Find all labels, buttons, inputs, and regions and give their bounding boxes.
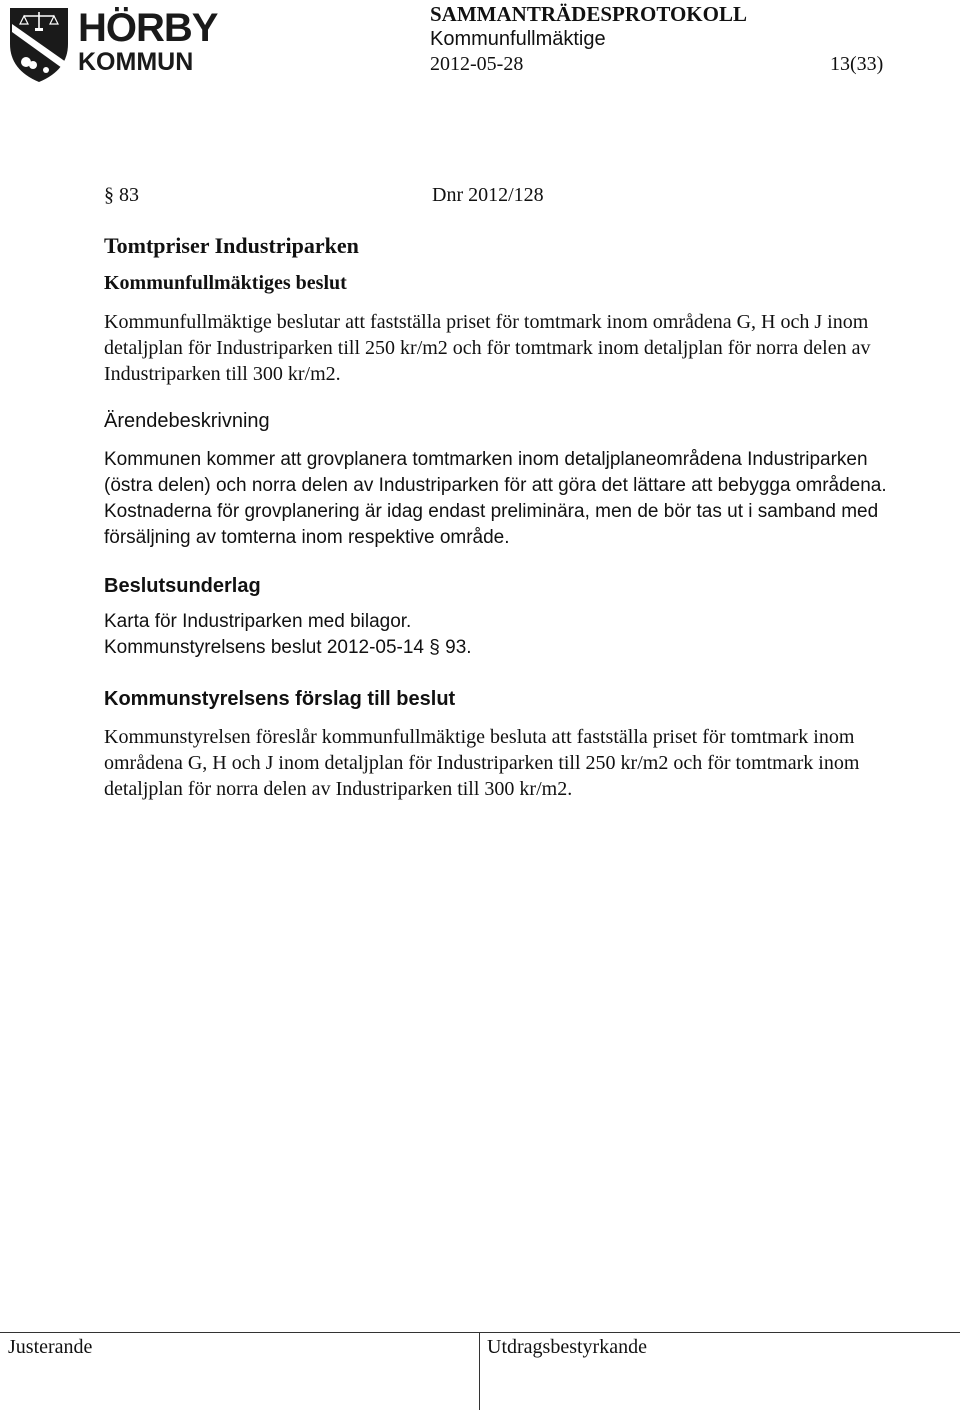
proposal-heading: Kommunstyrelsens förslag till beslut: [104, 688, 456, 710]
basis-heading: Beslutsunderlag: [104, 575, 261, 597]
basis-line-1: Karta för Industriparken med bilagor.: [104, 611, 412, 632]
logo-wordmark-top: HÖRBY: [78, 6, 218, 50]
municipality-logo: [8, 4, 218, 84]
assembly-name: Kommunfullmäktige: [430, 28, 606, 50]
description-heading: Ärendebeskrivning: [104, 410, 270, 432]
basis-line-2: Kommunstyrelsens beslut 2012-05-14 § 93.: [104, 637, 472, 658]
decision-heading: Kommunfullmäktiges beslut: [104, 272, 347, 294]
item-title: Tomtpriser Industriparken: [104, 233, 359, 258]
footer-column-divider: [479, 1332, 480, 1410]
meeting-date: 2012-05-28: [430, 53, 524, 75]
diary-number: Dnr 2012/128: [432, 184, 544, 206]
decision-text: Kommunfullmäktige beslutar att fastställa priset för tomtmark inom områdena G, H och J inom detaljplan för Industriparken till 250 kr/m2 och för tomtmark inom detaljplan för norra delen av Industriparken till 300 kr/m2.: [104, 311, 871, 385]
item-number: § 83: [104, 184, 139, 206]
footer-utdragsbestyrkande-label: Utdragsbestyrkande: [487, 1336, 647, 1358]
proposal-text: Kommunstyrelsen föreslår kommunfullmäktige besluta att fastställa priset för tomtmark inom områdena G, H och J inom detaljplan för Industriparken till 250 kr/m2 och för tomtmark inom detaljplan för norra delen av Industriparken till 300 kr/m2.: [104, 726, 860, 800]
description-text: Kommunen kommer att grovplanera tomtmarken inom detaljplaneområdena Industriparken (östra delen) och norra delen av Industriparken för att göra det lättare att bebygga områdena. Kostnaderna för grovplanering är idag endast preliminära, men de bör tas ut i samband med försäljning av tomterna inom respektive område.: [104, 449, 887, 548]
item-number-value: 83: [119, 184, 139, 206]
page-number: 13(33): [830, 53, 884, 75]
footer-justerande-label: Justerande: [8, 1336, 93, 1358]
document-type: SAMMANTRÄDESPROTOKOLL: [430, 2, 747, 26]
logo-wordmark-bottom: KOMMUN: [78, 48, 194, 76]
footer-divider: [0, 1332, 960, 1333]
